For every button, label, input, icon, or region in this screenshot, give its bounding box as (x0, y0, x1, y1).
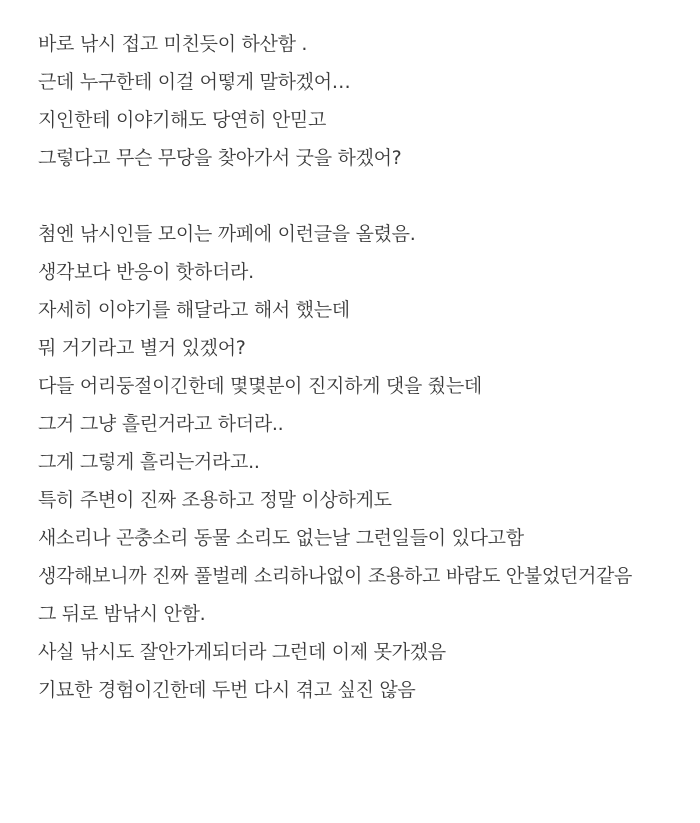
text-line: 그렇다고 무슨 무당을 찾아가서 굿을 하겠어? (38, 147, 402, 169)
text-line: 자세히 이야기를 해달라고 해서 했는데 (38, 299, 350, 321)
text-line: 다들 어리둥절이긴한데 몇몇분이 진지하게 댓을 줬는데 (38, 375, 482, 397)
text-line: 그게 그렇게 흘리는거라고.. (38, 451, 260, 473)
post-body (38, 25, 688, 709)
text-line: 바로 낚시 접고 미친듯이 하산함 . (38, 33, 308, 55)
text-line: 사실 낚시도 잘안가게되더라 그런데 이제 못가겠음 (38, 641, 446, 663)
paragraph-gap (38, 177, 688, 215)
text-line: 근데 누구한테 이걸 어떻게 말하겠어… (38, 71, 351, 93)
text-line: 그거 그냥 흘린거라고 하더라.. (38, 413, 284, 435)
paragraph-1 (38, 25, 688, 177)
text-line: 새소리나 곤충소리 동물 소리도 없는날 그런일들이 있다고함 (38, 527, 524, 549)
text-line: 뭐 거기라고 별거 있겠어? (38, 337, 246, 359)
text-line: 지인한테 이야기해도 당연히 안믿고 (38, 109, 327, 131)
paragraph-2 (38, 215, 688, 709)
text-line: 생각보다 반응이 핫하더라. (38, 261, 254, 283)
text-line: 첨엔 낚시인들 모이는 까페에 이런글을 올렸음. (38, 223, 416, 245)
text-line: 기묘한 경험이긴한데 두번 다시 겪고 싶진 않음 (38, 679, 416, 701)
text-line: 특히 주변이 진짜 조용하고 정말 이상하게도 (38, 489, 392, 511)
text-line: 그 뒤로 밤낚시 안함. (38, 603, 206, 625)
text-line: 생각해보니까 진짜 풀벌레 소리하나없이 조용하고 바람도 안불었던거같음 (38, 565, 633, 587)
